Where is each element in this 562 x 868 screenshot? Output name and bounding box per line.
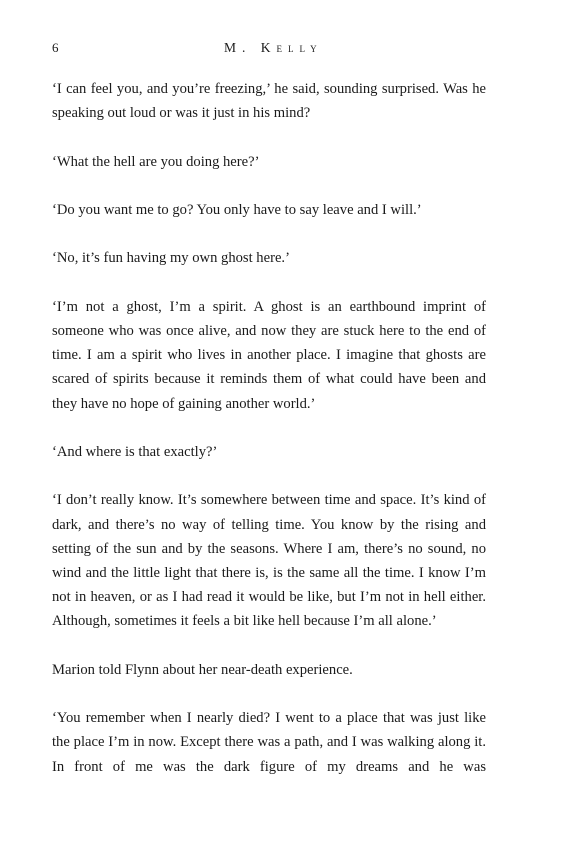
page-header <box>52 40 486 60</box>
paragraph: ‘Do you want me to go? You only have to say leave and I will.’ <box>52 201 422 218</box>
paragraph: ‘I don’t really know. It’s somewhere between time and space. It’s kind of dark, and there’s no way of telling time. You know by the rising and setting of the sun and by the seasons. Where I am, there’s no sound, no wind and the little light that there is, is the same all the time. I know I’m not in heaven, or as I had read it would be like, but I’m not in hell either. Although, sometimes it feels a bit like hell because I’m all alone.’ <box>52 492 486 630</box>
body-text <box>52 77 486 779</box>
page-number: 6 <box>52 40 59 55</box>
paragraph: ‘I can feel you, and you’re freezing,’ he said, sounding surprised. Was he speaking out loud or was it just in his mind? <box>52 81 486 122</box>
paragraph: ‘What the hell are you doing here?’ <box>52 153 260 170</box>
paragraph: ‘I’m not a ghost, I’m a spirit. A ghost is an earthbound imprint of someone who was once alive, and now they are stuck here to the end of time. I am a spirit who lives in another place. I imagine that ghosts are scared of spirits because it reminds them of what could have been and they have no hope of gaining another world.’ <box>52 298 486 412</box>
paragraph: Marion told Flynn about her near-death experience. <box>52 661 353 678</box>
paragraph: ‘And where is that exactly?’ <box>52 443 218 460</box>
book-page <box>52 40 486 779</box>
paragraph: ‘You remember when I nearly died? I went to a place that was just like the place I’m in now. Except there was a path, and I was walking along it. In front of me was the dark figure of my dreams and he was <box>52 710 486 775</box>
running-head: M. Kelly <box>224 40 323 55</box>
paragraph: ‘No, it’s fun having my own ghost here.’ <box>52 250 290 267</box>
